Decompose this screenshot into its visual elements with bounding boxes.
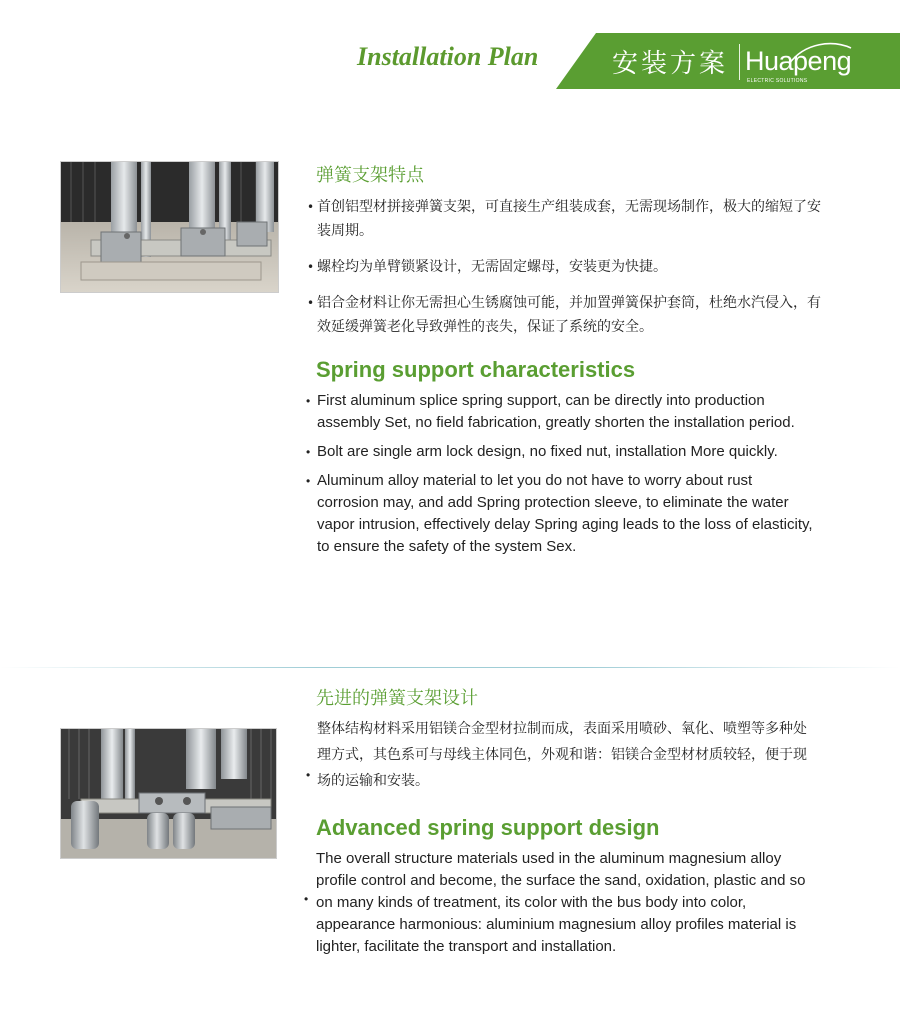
list-item: • 铝合金材料让你无需担心生锈腐蚀可能，并加置弹簧保护套筒，杜绝水汽侵入，有效延缓弹簧老化导致弹性的丧失，保证了系统的安全。 (307, 291, 827, 339)
list-item: • Bolt are single arm lock design, no fixed nut, installation More quickly. (306, 441, 816, 463)
section2-paragraph-cn: 整体结构材料采用铝镁合金型材拉制而成，表面采用喷砂、氧化、喷塑等多种处理方式，其色系可与母线主体同色，外观和谐：铝镁合金型材材质较轻，便于现场的运输和安装。 (317, 721, 807, 789)
section2-title-en: Advanced spring support design (316, 815, 660, 840)
logo-tagline: ELECTRIC SOLUTIONS (747, 78, 808, 84)
section2-paragraph-cn-block (306, 716, 818, 794)
section1-bullets-cn (307, 195, 827, 351)
spring-support-photo (60, 161, 279, 293)
section2-paragraph-en-block (304, 848, 824, 958)
section1-title-en: Spring support characteristics (316, 357, 636, 382)
list-item: • First aluminum splice spring support, can be directly into production assembly Set, no field fabrication, greatly shorten the installation period. (306, 390, 816, 434)
company-logo (745, 44, 865, 84)
page-title-en: Installation Plan (357, 42, 539, 71)
list-item: • 螺栓均为单臂锁紧设计，无需固定螺母，安装更为快捷。 (307, 255, 827, 279)
list-item: • Aluminum alloy material to let you do not have to worry about rust corrosion may, and add Spring protection sleeve, to eliminate the water vapor intrusion, effectively delay Spring aging leads to the loss of elasticity, to ensure the safety of the system Sex. (306, 470, 816, 558)
section2-title-cn: 先进的弹簧支架设计 (316, 688, 478, 709)
section-divider (0, 667, 900, 668)
header-divider (739, 44, 740, 80)
section1-bullets-en (306, 390, 816, 565)
spring-support-design-photo (60, 728, 277, 859)
bullet-dot: • (304, 892, 309, 906)
list-item: • 首创铝型材拼接弹簧支架，可直接生产组装成套，无需现场制作，极大的缩短了安装周期。 (307, 195, 827, 243)
bullet-dot: • (306, 768, 311, 782)
section2-paragraph-en: The overall structure materials used in the aluminum magnesium alloy profile control and become, the surface the sand, oxidation, plastic and so on many kinds of treatment, its color with the bus body into color, appearance harmonious: aluminium magnesium alloy profiles material is lighter, facilitate the transport and installation. (316, 850, 806, 955)
section1-title-cn: 弹簧支架特点 (316, 165, 424, 186)
logo-wordmark: Huapeng (745, 46, 852, 76)
page-title-cn: 安装方案 (612, 49, 729, 79)
